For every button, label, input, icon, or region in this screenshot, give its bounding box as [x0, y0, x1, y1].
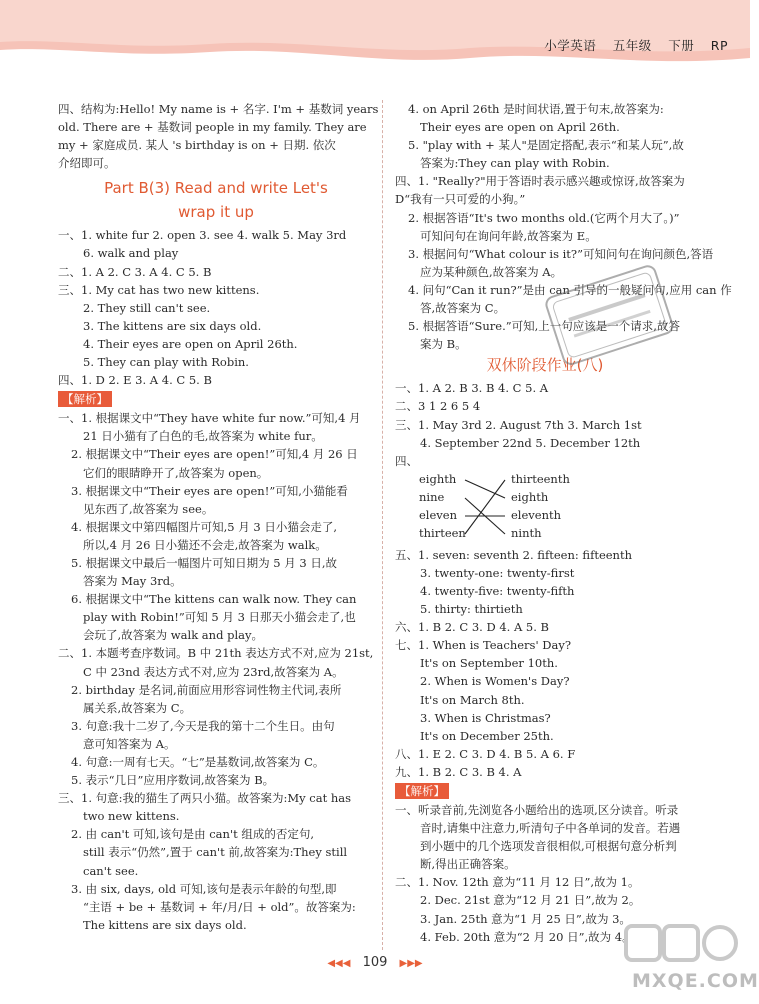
- text-line: 一、1. white fur 2. open 3. see 4. walk 5. May 3rd: [58, 228, 347, 243]
- text-line: 5. thirty: thirtieth: [420, 602, 523, 617]
- text-line: 六、1. B 2. C 3. D 4. A 5. B: [395, 620, 549, 635]
- text-line: 答案为 May 3rd。: [83, 574, 182, 589]
- text-line: 2. 由 can't 可知,该句是由 can't 组成的否定句,: [71, 827, 315, 842]
- part-title-line-1: Part B(3) Read and write Let's: [104, 179, 328, 198]
- text-line: 一、1. 根据课文中“They have white fur now.”可知,4 月: [58, 411, 361, 426]
- text-line: 5. 根据课文中最后一幅图片可知日期为 5 月 3 日,故: [71, 555, 338, 570]
- text-line: 断,得出正确答案。: [420, 857, 516, 872]
- text-line: 一、1. A 2. B 3. B 4. C 5. A: [395, 381, 549, 396]
- analysis-block: [58, 409, 374, 934]
- page-number: 109: [362, 955, 388, 970]
- text-line: 2. 根据答语“It's two months old.(它两个月大了。)”: [408, 210, 680, 225]
- text-line: 四、1. "Really?"用于答语时表示感兴趣或惊讶,故答案为: [395, 174, 685, 189]
- answer-block-a: [395, 379, 695, 469]
- text-line: 4. on April 26th 是时间状语,置于句末,故答案为:: [408, 102, 664, 116]
- match-line: [465, 480, 505, 534]
- text-line: can't see.: [83, 863, 139, 878]
- text-line: still 表示“仍然”,置于 can't 前,故答案为:They still: [83, 845, 348, 860]
- text-line: 可知问句在询问年龄,故答案为 E。: [420, 228, 597, 243]
- match-left-4: thirteen: [419, 525, 466, 540]
- text-line: It's on December 25th.: [420, 728, 554, 743]
- match-right-2: eighth: [511, 489, 549, 504]
- text-line: “主语 + be + 基数词 + 年/月/日 + old”。故答案为:: [83, 899, 356, 914]
- analysis-tag-right: 【解析】: [395, 783, 449, 799]
- part-title: [58, 176, 374, 224]
- text-line: It's on March 8th.: [420, 692, 525, 707]
- text-line: 意可知答案为 A。: [83, 736, 176, 751]
- text-line: 3. twenty-one: twenty-first: [420, 565, 575, 580]
- text-line: 介绍即可。: [58, 156, 116, 171]
- text-line: play with Robin!”可知 5 月 3 日那天小猫会走了,也: [83, 610, 356, 625]
- text-line: 三、1. My cat has two new kittens.: [58, 282, 260, 297]
- text-line: 5. 表示“几日”应用序数词,故答案为 B。: [71, 773, 275, 788]
- text-line: 4. 句意:一周有七天。“七”是基数词,故答案为 C。: [71, 755, 325, 769]
- analysis-tag: 【解析】: [58, 391, 112, 407]
- match-left-3: eleven: [419, 507, 457, 522]
- text-line: It's on September 10th.: [420, 656, 558, 671]
- text-line: 4. September 22nd 5. December 12th: [420, 435, 641, 450]
- text-line: 3. 句意:我十二岁了,今天是我的第十二个生日。由句: [71, 718, 335, 733]
- footer-right-arrows: ▶▶▶: [399, 958, 423, 969]
- header-info: [532, 36, 728, 54]
- text-line: Their eyes are open on April 26th.: [420, 120, 620, 135]
- text-line: 会玩了,故答案为 walk and play。: [83, 628, 263, 643]
- match-right-1: thirteenth: [511, 471, 570, 486]
- text-line: old. There are + 基数词 people in my family. They are: [58, 120, 367, 135]
- text-line: 见东西了,故答案为 see。: [83, 501, 214, 516]
- text-line: 4. 根据课文中第四幅图片可知,5 月 3 日小猫会走了,: [71, 519, 338, 534]
- left-column: [58, 100, 379, 934]
- match-left-2: nine: [419, 489, 445, 504]
- text-line: 6. 根据课文中“The kittens can walk now. They can: [71, 592, 357, 607]
- text-line: 3. The kittens are six days old.: [83, 318, 262, 333]
- text-line: 八、1. E 2. C 3. D 4. B 5. A 6. F: [395, 746, 576, 761]
- text-line: D“我有一只可爱的小狗。”: [395, 192, 526, 207]
- text-line: 4. twenty-five: twenty-fifth: [420, 583, 575, 598]
- text-line: my + 家庭成员. 某人 's birthday is on + 日期. 依次: [58, 138, 336, 153]
- text-line: 三、1. 句意:我的猫生了两只小猫。故答案为:My cat has: [58, 791, 352, 806]
- text-line: 四、: [395, 453, 418, 468]
- header-term: 下册: [668, 38, 695, 53]
- column-divider: [382, 100, 383, 950]
- text-line: 5. They can play with Robin.: [83, 355, 249, 370]
- text-line: 5. 根据答语“Sure.”可知,上一句应该是一个请求,故答: [408, 319, 680, 334]
- text-line: 3. When is Christmas?: [420, 710, 551, 725]
- match-lines: [459, 470, 507, 546]
- header-grade: 五年级: [612, 38, 652, 53]
- text-line: 它们的眼睛睁开了,故答案为 open。: [83, 465, 269, 480]
- watermark-text: MXQE.COM: [632, 970, 759, 992]
- match-right-3: eleventh: [511, 507, 562, 522]
- text-line: 所以,4 月 26 日小猫还不会走,故答案为 walk。: [83, 537, 327, 552]
- text-line: 4. 问句“Can it run?”是由 can 引导的一般疑问句,应用 can 作: [408, 282, 732, 297]
- text-line: 答,故答案为 C。: [420, 301, 506, 316]
- intro-block: [58, 100, 379, 172]
- answer-block: [58, 226, 374, 389]
- part-title-line-2: wrap it up: [178, 203, 254, 222]
- text-line: 二、1. Nov. 12th 意为“11 月 12 日”,故为 1。: [395, 875, 640, 890]
- text-line: 二、1. A 2. C 3. A 4. C 5. B: [58, 264, 212, 279]
- text-line: 音时,请集中注意力,听清句子中各单词的发音。若遇: [420, 821, 681, 836]
- text-line: 3. 根据问句“What colour is it?”可知问句在询问颜色,答语: [408, 246, 714, 261]
- header-banner: [0, 0, 750, 70]
- text-line: 2. They still can't see.: [83, 300, 211, 315]
- text-line: 五、1. seven: seventh 2. fifteen: fifteenth: [395, 547, 632, 562]
- footer-left-arrows: ◀◀◀: [327, 958, 351, 969]
- text-line: 4. Their eyes are open on April 26th.: [83, 336, 298, 351]
- section-title: 双休阶段作业(八): [486, 356, 604, 375]
- text-line: 6. walk and play: [83, 246, 179, 261]
- text-line: 九、1. B 2. C 3. B 4. A: [395, 764, 522, 779]
- matching-exercise: [419, 470, 695, 546]
- text-line: 案为 B。: [420, 337, 467, 352]
- answer-block-b: [395, 546, 695, 781]
- text-line: 21 日小猫有了白色的毛,故答案为 white fur。: [83, 429, 323, 444]
- text-line: C 中 23nd 表达方式不对,应为 23rd,故答案为 A。: [83, 664, 344, 679]
- text-line: 四、结构为:Hello! My name is + 名字. I'm + 基数词 years: [58, 102, 379, 116]
- match-left-1: eighth: [419, 471, 457, 486]
- text-line: 一、听录音前,先浏览各小题给出的选项,区分读音。听录: [395, 803, 679, 817]
- text-line: 属关系,故答案为 C。: [83, 700, 192, 715]
- header-subject: 小学英语: [544, 38, 597, 53]
- text-line: 2. Dec. 21st 意为“12 月 21 日”,故为 2。: [420, 893, 641, 908]
- text-line: 四、1. D 2. E 3. A 4. C 5. B: [58, 373, 212, 388]
- text-line: 2. birthday 是名词,前面应用形容词性物主代词,表所: [71, 682, 342, 697]
- text-line: two new kittens.: [83, 809, 180, 824]
- text-line: The kittens are six days old.: [83, 917, 247, 932]
- text-line: 应为某种颜色,故答案为 A。: [420, 264, 563, 279]
- text-line: 3. 由 six, days, old 可知,该句是表示年龄的句型,即: [71, 881, 337, 896]
- text-line: 二、3 1 2 6 5 4: [395, 399, 481, 414]
- text-line: 2. When is Women's Day?: [420, 674, 570, 689]
- text-line: 5. "play with + 某人"是固定搭配,表示“和某人玩”,故: [408, 138, 684, 153]
- right-column: [395, 100, 732, 946]
- match-right-4: ninth: [511, 525, 542, 540]
- text-line: 3. 根据课文中“Their eyes are open!”可知,小猫能看: [71, 483, 348, 498]
- text-line: 4. Feb. 20th 意为“2 月 20 日”,故为 4。: [420, 929, 634, 944]
- text-line: 答案为:They can play with Robin.: [420, 156, 610, 171]
- header-edition: RP: [710, 38, 728, 53]
- text-line: 2. 根据课文中“Their eyes are open!”可知,4 月 26 日: [71, 447, 358, 462]
- text-line: 三、1. May 3rd 2. August 7th 3. March 1st: [395, 417, 642, 432]
- text-line: 3. Jan. 25th 意为“1 月 25 日”,故为 3。: [420, 911, 631, 926]
- text-line: 七、1. When is Teachers' Day?: [395, 638, 572, 653]
- text-line: 二、1. 本题考查序数词。B 中 21th 表达方式不对,应为 21st,: [58, 646, 374, 661]
- text-line: 到小题中的几个选项发音很相似,可根据句意分析判: [420, 839, 677, 854]
